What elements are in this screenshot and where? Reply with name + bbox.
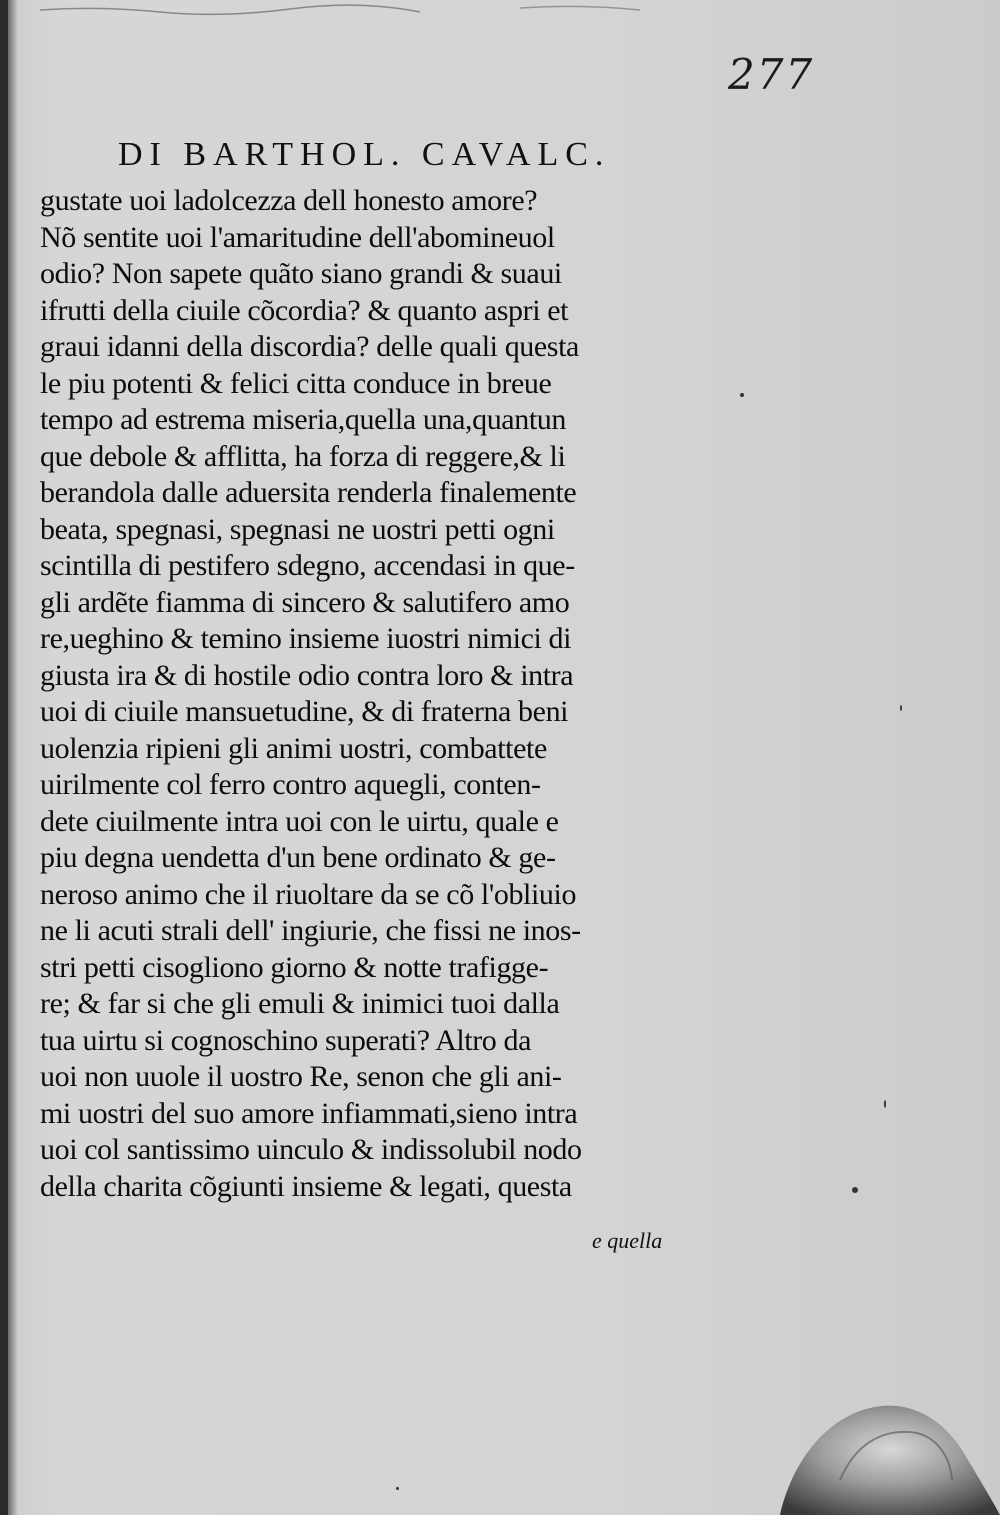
ink-speck [740,393,744,397]
catchword: e quella [592,1228,663,1253]
binding-shadow [8,0,18,1515]
text-line: scintilla di pestifero sdegno, accendasi in que- [40,549,575,582]
page-number: 277 [728,50,815,99]
text-line: graui idanni della discordia? delle quali questa [40,330,579,363]
body-text [40,183,700,1205]
text-line: uirilmente col ferro contro aquegli, conten- [40,768,541,801]
text-line: Nõ sentite uoi l'amaritudine dell'abomineuol [40,220,555,254]
text-line: uolenzia ripieni gli animi uostri, combattete [40,731,547,765]
text-line: uoi col santissimo uinculo & indissolubil nodo [40,1133,582,1166]
text-line: piu degna uendetta d'un bene ordinato & ge- [40,841,556,874]
text-line: ne li acuti strali dell' ingiurie, che fissi ne inos- [40,914,581,947]
text-line: le piu potenti & felici citta conduce in breue [40,366,552,400]
text-line: tua uirtu si cognoschino superati? Altro da [40,1023,532,1057]
text-line: della charita cõgiunti insieme & legati, questa [40,1169,572,1203]
top-edge-marks [40,0,1000,20]
ink-speck [900,705,902,711]
ink-speck [396,1487,399,1490]
text-line: neroso animo che il riuoltare da se cõ l'obliuio [40,877,577,911]
ink-speck [884,1100,886,1108]
text-line: gli ardẽte fiamma di sincero & salutifero amo [40,585,570,619]
text-line: tempo ad estrema miseria,quella una,quantun [40,403,566,436]
binding-edge [0,0,8,1515]
text-line: stri petti cisogliono giorno & notte trafigge- [40,950,549,984]
text-line: que debole & afflitta, ha forza di reggere,& li [40,439,566,473]
text-line: odio? Non sapete quãto siano grandi & suaui [40,257,562,290]
text-line: ifrutti della ciuile cõcordia? & quanto aspri et [40,293,569,327]
text-line: dete ciuilmente intra uoi con le uirtu, quale e [40,804,559,838]
text-line: beata, spegnasi, spegnasi ne uostri petti ogni [40,512,555,546]
thumb-in-frame [760,1360,1000,1515]
text-line: gustate uoi ladolcezza dell honesto amore? [40,184,538,217]
text-line: berandola dalle aduersita renderla finalemente [40,476,577,509]
text-line: uoi di ciuile mansuetudine, & di fraterna beni [40,695,569,728]
text-line: re; & far si che gli emuli & inimici tuoi dalla [40,987,560,1020]
ink-speck [852,1187,858,1193]
running-head: DI BARTHOL. CAVALC. [118,136,611,173]
text-line: giusta ira & di hostile odio contra loro & intra [40,658,574,692]
text-line: mi uostri del suo amore infiammati,sieno intra [40,1096,578,1130]
text-line: uoi non uuole il uostro Re, senon che gli ani- [40,1060,562,1093]
text-line: re,ueghino & temino insieme iuostri nimici di [40,622,572,655]
